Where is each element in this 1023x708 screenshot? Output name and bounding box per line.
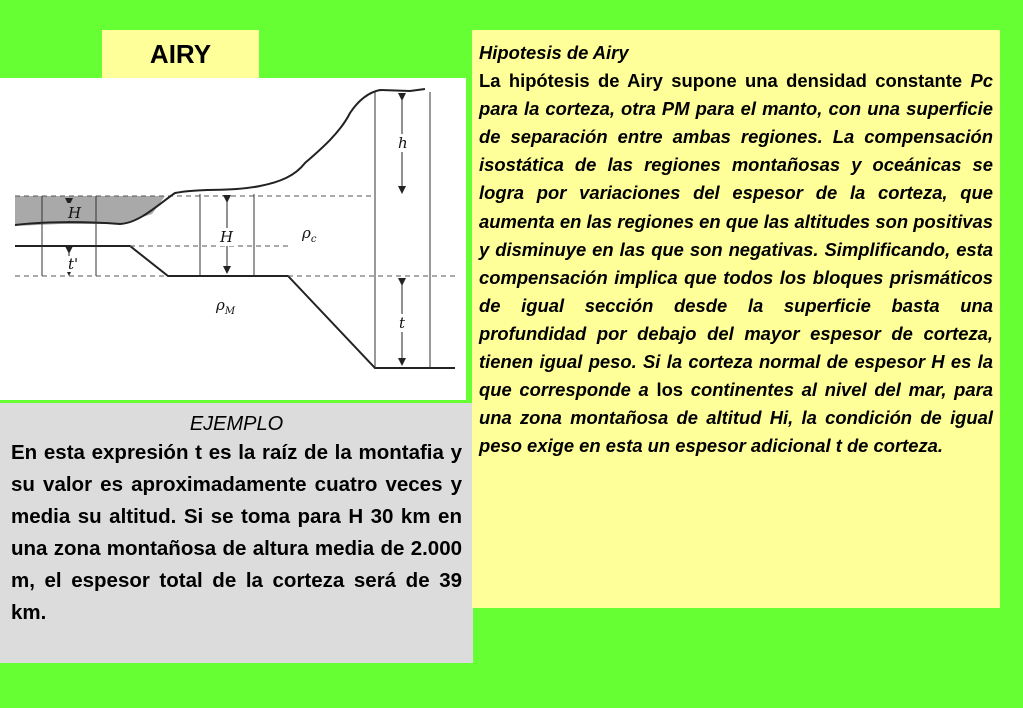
hypothesis-los: los <box>656 379 684 401</box>
label-t-prime: t' <box>68 255 79 273</box>
example-title: EJEMPLO <box>189 413 284 435</box>
hypothesis-text: Pc para la corteza, otra PM para el manto, con una superficie de separación entre ambas regiones. La compensación isostática de las regiones montañosas y oceánicas se logra por variaciones del espesor de la corteza, que aumenta en las regiones en que las altitudes son positivas y disminuye en las que son negativas. Simplificando, esta compensación implica que todos los bloques prismáticos de igual sección desde la superficie basta una profundidad por debajo del mayor espesor de corteza, tienen igual peso. Si la corteza normal de espesor H es la que corresponde a <box>479 70 993 401</box>
label-rho-m: $\rho_M$ <box>216 296 236 317</box>
label-rho-c: $\rho_c$ <box>302 224 317 245</box>
hypothesis-box <box>472 30 1000 608</box>
hypothesis-intro: La hipótesis de Airy supone una densidad constante <box>479 70 971 92</box>
page-title: AIRY <box>102 30 259 78</box>
hypothesis-tail: continentes al nivel del mar, para una zona montañosa de altitud Hi, la condición de igual peso exige en esta un espesor adicional t de corteza. <box>479 379 993 457</box>
label-H-center: H <box>220 228 234 246</box>
example-box <box>0 403 473 663</box>
label-t: t <box>399 314 406 332</box>
example-body: En esta expresión t es la raíz de la montafia y su valor es aproximadamente cuatro veces y media su altitud. Si se toma para H 30 km en una zona montañosa de altura media de 2.000 m, el espesor total de la corteza será de 39 km. <box>11 441 462 624</box>
hypothesis-title: Hipotesis de Airy <box>479 42 629 63</box>
label-H-upper: H <box>68 204 82 222</box>
label-h: h <box>398 134 408 152</box>
airy-isostasy-diagram <box>0 78 466 400</box>
hypothesis-body <box>479 67 993 460</box>
